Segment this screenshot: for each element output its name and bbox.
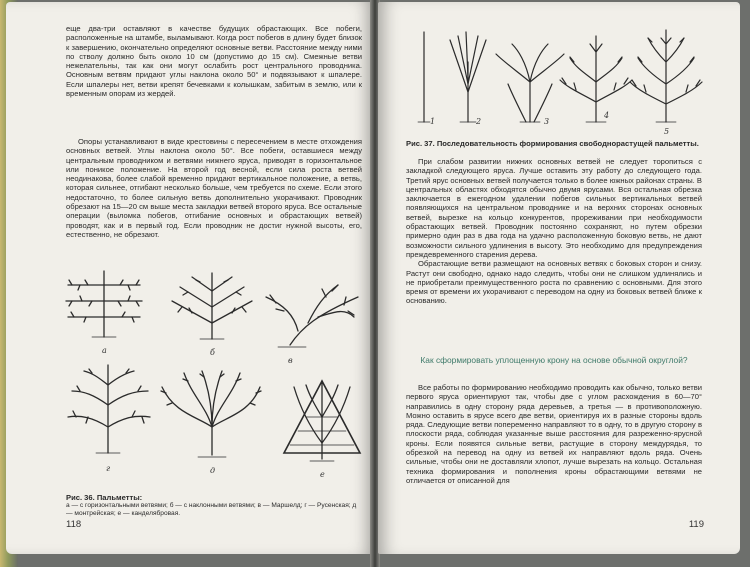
left-figure-caption	[66, 493, 362, 518]
right-paragraph-1a: При слабом развитии нижних основных ветвей не следует торопиться с закладкой следующего яруса. Лучше оставить эту работу до следующего года. Третий ярус основных ветвей получается только в более южных районах страны. В центральных областях обходятся обычно двумя ярусами. Вся остальная обрезка заключается в ежегодном удалении побегов сильных вертикальных ветвей появляющихся на центральном проводнике и на верхних сторонах основных ветвей, вырезке на кольцо конкурентов, прореживании при необходимости обрастающих ветвей. Проводник постоянно сохраняют, но путем обрезки примерно один раз в два года на удачно расположенную боковую ветвь, не дают возможности сильного удлинения в высоту. Это необходимо для предупреждения преждевременного старения дерева.	[406, 157, 702, 259]
right-paragraph-1	[406, 157, 702, 306]
page-number-right: 119	[688, 519, 704, 530]
fig-label-3: 3	[544, 117, 550, 126]
fig-label-b: б	[210, 348, 215, 357]
free-palmette-figure	[400, 22, 710, 137]
fig-label-5: 5	[664, 127, 670, 136]
right-page	[378, 2, 740, 554]
left-page	[6, 2, 374, 554]
fig-label-e: д	[210, 466, 216, 475]
fig-label-f: е	[320, 470, 325, 479]
right-figure-caption: Рис. 37. Последовательность формирования свободнорастущей пальметты.	[406, 139, 699, 148]
stage-1-drawing	[418, 32, 430, 122]
palmette-e-drawing	[161, 371, 261, 457]
right-paragraph-1b: Обрастающие ветви размещают на основных ветвях с боковых сторон и снизу. Растут они свободно, однако надо следить, чтобы они не слишком удлинялись и не приобретали преимущественного роста по сравнению с основными. Для этого время от времени их укорачивают с переводом на одну из боковых ветвей ближе к основанию.	[406, 259, 702, 306]
right-paragraph-2: Все работы по формированию необходимо проводить как обычно, только ветви первого яруса ориентируют так, чтобы две с углом расхождения в 60—70° направились в одну сторону ряда деревьев, а третья — в противоположную. Можно оставить в ярусе всего две ветви, ориентируя их в разные стороны вдоль ряда. Следующие ветви попеременно направляют то в одну, то в другую сторону в плоскости ряда, соблюдая указанные выше расстояния для разреженно-ярусной кроны. Если появятся сильные ветви, растущие в сторону междурядья, то обрезкой на перевод на одну из ветвей их направляют вдоль ряда. Очень сильные, чтобы они не доставляли хлопот, лучше вырезать на кольцо. Остальная техника формирования и пополнения кроны обрастающими ветвями не отличается от описанной для	[406, 383, 702, 485]
palmette-d-drawing	[68, 365, 150, 453]
left-caption-title: Рис. 36. Пальметты:	[66, 493, 143, 502]
fig-label-c: в	[288, 356, 293, 365]
stage-3-drawing	[496, 44, 564, 122]
left-caption-body: а — с горизонтальными ветвями; б — с наклонными ветвями; в — Маршелд; г — Русенская; д — монтрейская; е — канделябровая.	[66, 502, 357, 517]
page-number-left: 118	[66, 519, 82, 530]
left-paragraph-2: Опоры устанавливают в виде крестовины с пересечением в месте отхождения основных ветвей. Углы наклона около 50°. Все побеги, оставшиеся между центральным проводником и ветвями нижнего яруса, приводят в горизонтальное или поникое положение. На второй год весной, если сила роста ветвей неодинакова, более слабой временно придают вертикальное положение, а ветвь, которая сильнее, отгибают несколько больше, чем требуется по схеме. Если этого недостаточно, то более сильную ветвь дополнительно укорачивают. Проводник обрезают на 15—20 см выше места закладки ветвей второго яруса. Все остальные операции (выломка побегов, отгибание основных и обрастающих ветвей) проводят, как и в первый год. Если проводник не достиг нужной высоты, его, естественно, не обрезают.	[66, 137, 362, 239]
stage-5-drawing	[630, 30, 702, 122]
palmette-figure	[62, 267, 362, 485]
palmette-f-drawing	[284, 381, 360, 461]
palmette-b-drawing	[172, 273, 252, 339]
fig-label-a: а	[102, 346, 107, 355]
stage-4-drawing	[560, 36, 632, 122]
fig-label-2: 2	[476, 117, 482, 126]
palmette-c-drawing	[266, 285, 358, 347]
left-paragraph-1: еще два-три оставляют в качестве будущих обрастающих. Все побеги, расположенные на штамбе, выламывают. Когда рост побегов в длину будет близок к завершению, окончательно определяют основные ветви. Расстояние между ними по стволу должно быть около 10 см (допустимо до 15 см). Смежные ветви нежелательны, так как они могут ослабить рост центрального проводника. Основным ветвям придают углы наклона около 50° и подвязывают к шпалере. Если шпалеры нет, ветви крепят бечевками к колышкам, забитым в землю, или к временным опорам из жердей.	[66, 24, 362, 99]
stage-2-drawing	[450, 32, 486, 122]
fig-label-d: г	[106, 464, 111, 473]
palmette-a-drawing	[66, 271, 142, 337]
fig-label-1: 1	[430, 117, 436, 126]
fig-label-4: 4	[604, 111, 610, 120]
section-heading: Как сформировать уплощенную крону на основе обычной округлой?	[420, 355, 688, 365]
